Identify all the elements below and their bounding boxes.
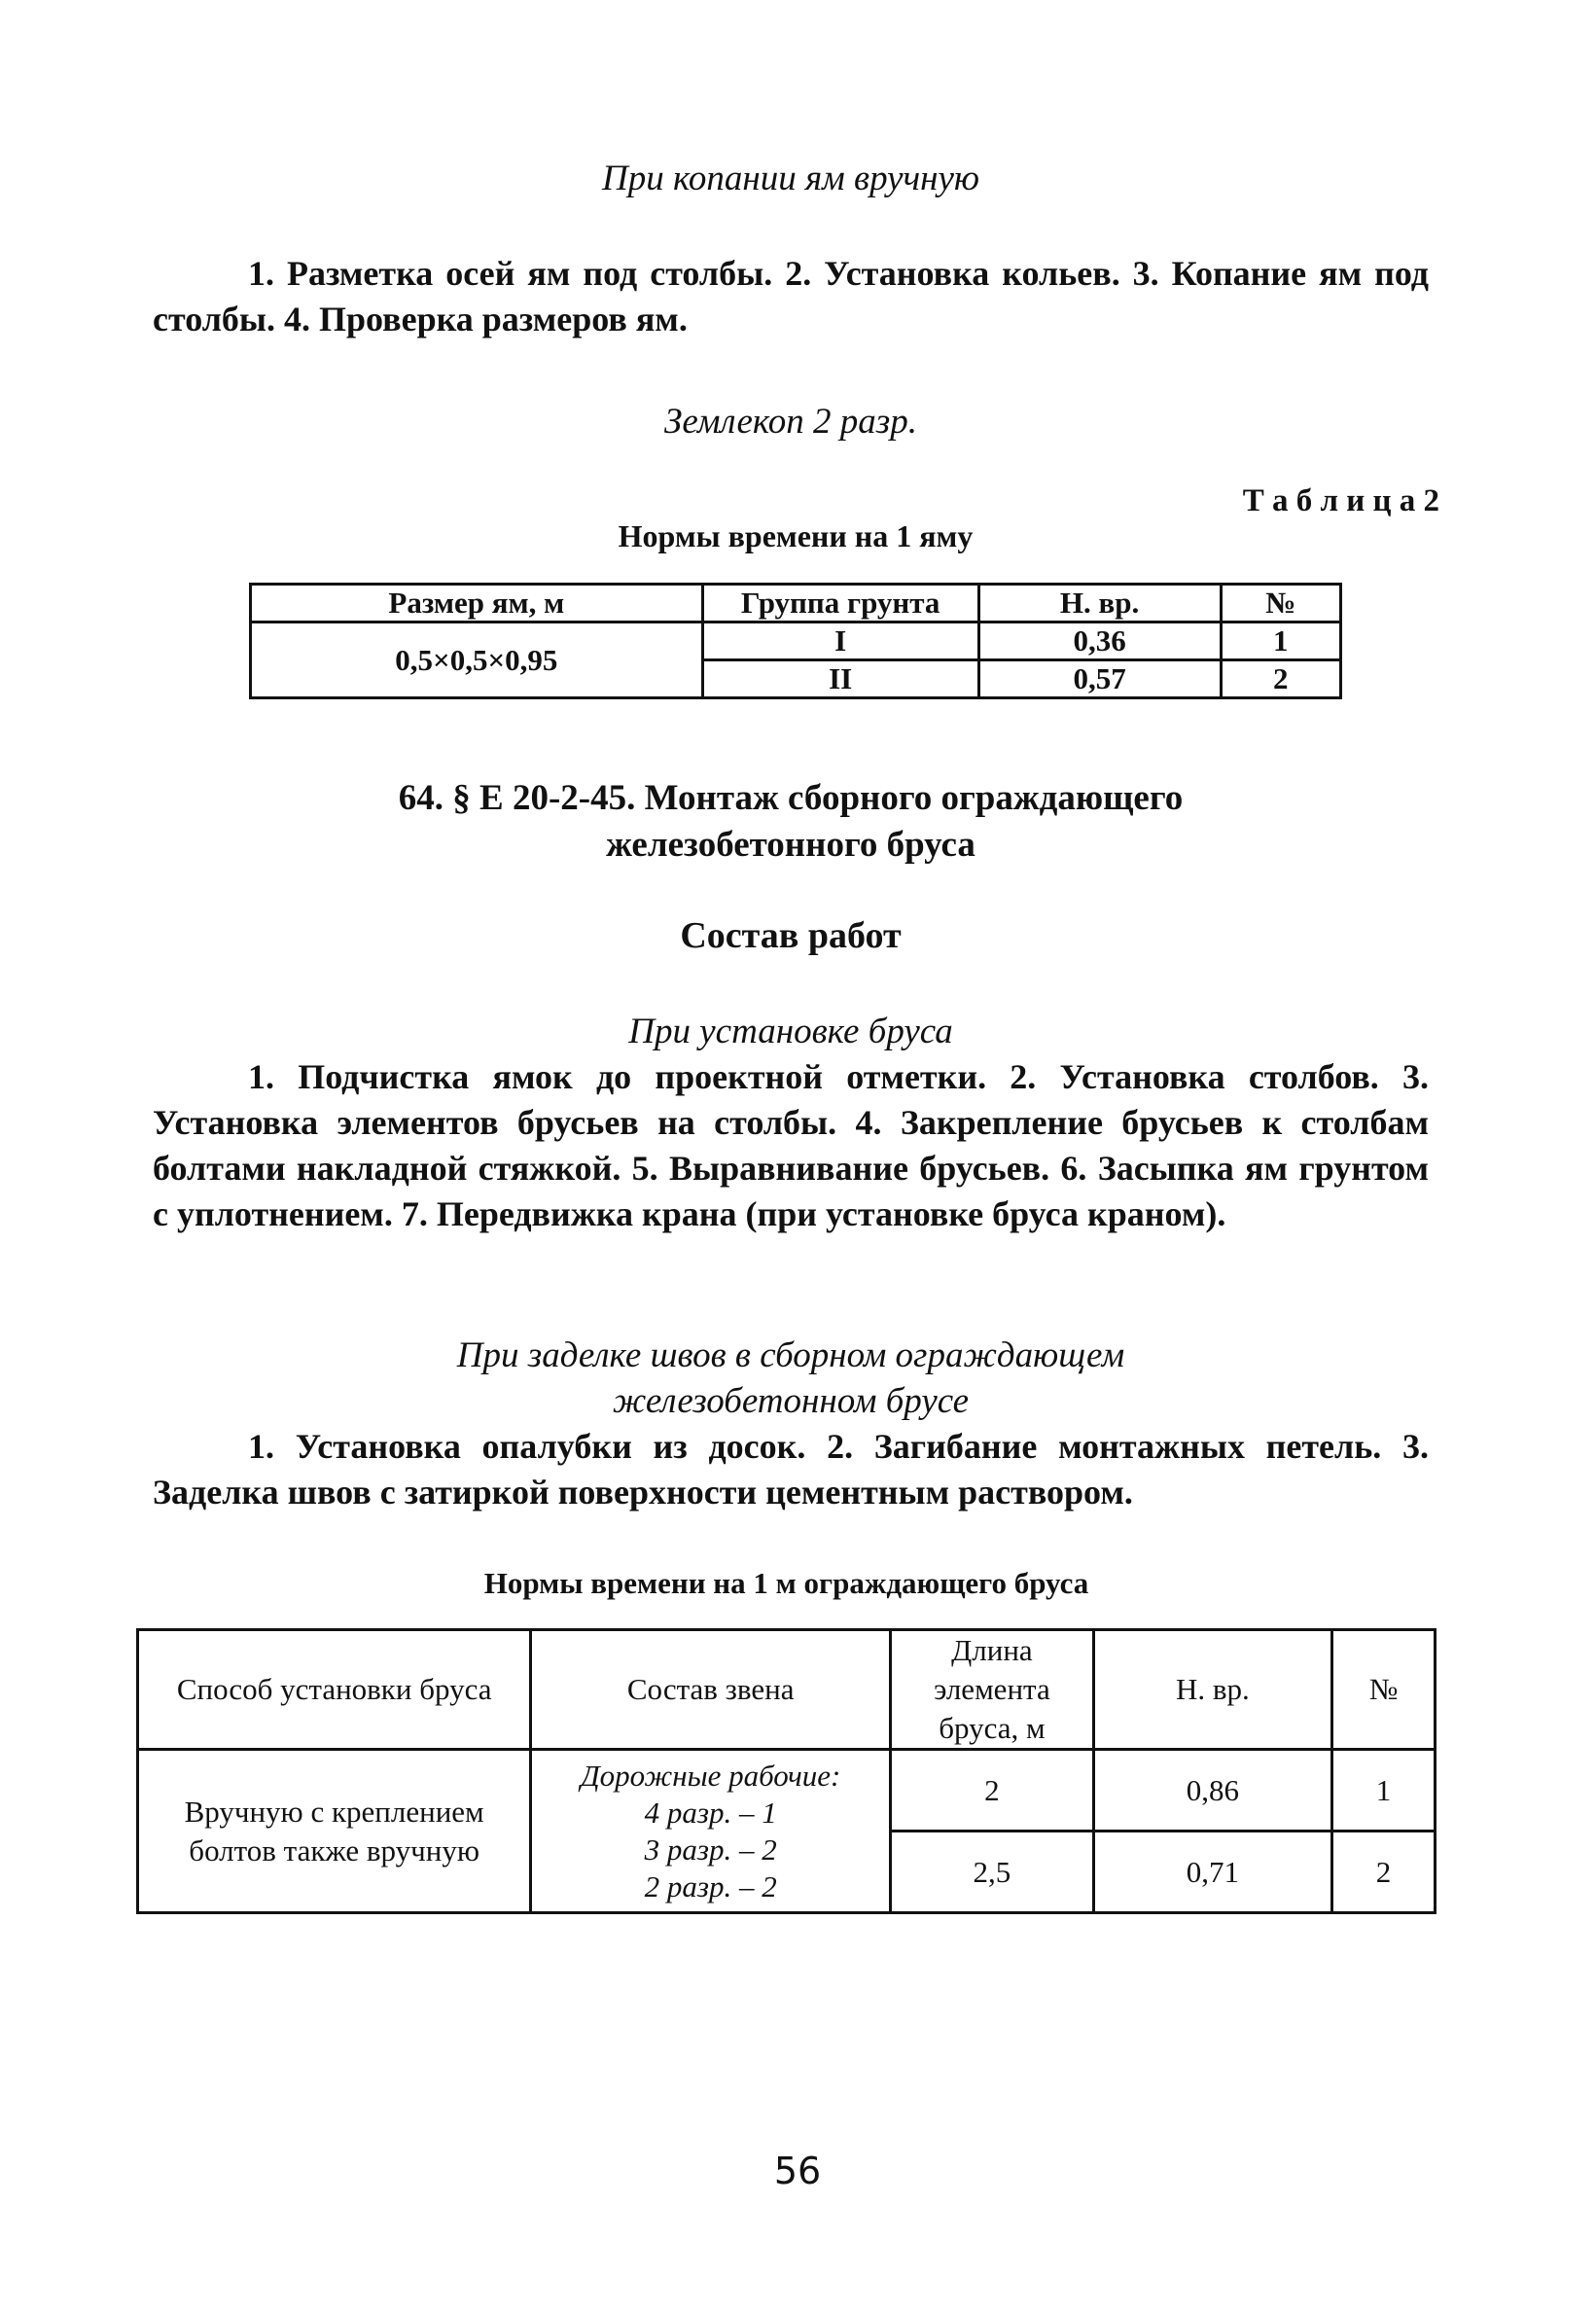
header-length: Длина элемента бруса, м: [891, 1630, 1094, 1750]
table1-title: Нормы времени на 1 яму: [618, 518, 974, 553]
cell-crew: [531, 1750, 891, 1913]
subheading-seam-sealing: [153, 1333, 1429, 1424]
cell-soil-group: I: [702, 622, 978, 660]
seam-sealing-steps-text: 1. Установка опалубки из досок. 2. Загибание монтажных петель. 3. Заделка швов с затиркой поверхности цементным раствором.: [153, 1427, 1429, 1512]
cell-number: 1: [1332, 1750, 1436, 1832]
seam-sealing-steps: [153, 1424, 1429, 1515]
crew-line: 2 разр. – 2: [644, 1868, 777, 1903]
table-header-row: [251, 585, 1341, 622]
table-header-row: [138, 1630, 1436, 1750]
cell-pit-size: 0,5×0,5×0,95: [251, 622, 703, 698]
cell-length: 2,5: [891, 1832, 1094, 1913]
subheading-seam-sealing-line1: При заделке швов в сборном ограждающем: [456, 1335, 1125, 1375]
header-pit-size: Размер ям, м: [251, 585, 703, 622]
cell-norm: 0,71: [1093, 1832, 1331, 1913]
table-beam-norms: [136, 1628, 1436, 1914]
table-row: [251, 622, 1341, 660]
beam-installation-steps-text: 1. Подчистка ямок до проектной отметки. 2. Установка столбов. 3. Установка элементов брусьев на столбы. 4. Закрепление брусьев к столбам болтами накладной стяжкой. 5. Выравнивание брусьев. 6. Засыпка ям грунтом с уплотнением. 7. Передвижка крана (при установке бруса краном).: [153, 1057, 1429, 1233]
cell-number: 2: [1332, 1832, 1436, 1913]
header-crew: Состав звена: [531, 1630, 891, 1750]
beam-installation-steps: [153, 1054, 1429, 1237]
table2-title: Нормы времени на 1 м ограждающего бруса: [483, 1566, 1089, 1600]
cell-norm: 0,86: [1093, 1750, 1331, 1832]
cell-length: 2: [891, 1750, 1094, 1832]
cell-soil-group: II: [702, 660, 978, 698]
section-title-line1: 64. § Е 20-2-45. Монтаж сборного ограждающего: [398, 778, 1184, 818]
header-norm: Н. вр.: [978, 585, 1221, 622]
subheading-beam-installation: При установке бруса: [628, 1012, 953, 1051]
cell-method: Вручную с креплением болтов также вручную: [138, 1750, 531, 1913]
cell-norm: 0,36: [978, 622, 1221, 660]
manual-digging-steps-text: 1. Разметка осей ям под столбы. 2. Установка кольев. 3. Копание ям под столбы. 4. Проверка размеров ям.: [153, 254, 1429, 338]
crew-line: Дорожные рабочие:: [580, 1758, 841, 1793]
section-title: [153, 775, 1429, 869]
crew-line: 3 разр. – 2: [644, 1832, 777, 1867]
table-label: Т а б л и ц а 2: [1242, 483, 1439, 518]
header-number: №: [1332, 1630, 1436, 1750]
manual-digging-steps: [153, 251, 1429, 342]
header-norm: Н. вр.: [1093, 1630, 1331, 1750]
subheading-manual-digging: При копании ям вручную: [601, 159, 980, 198]
table-pit-norms: [249, 583, 1342, 699]
subheading-seam-sealing-line2: железобетонном брусе: [612, 1381, 970, 1421]
crew-line: 4 разр. – 1: [644, 1795, 777, 1830]
header-number: №: [1221, 585, 1340, 622]
page-number: 56: [773, 2150, 822, 2192]
cell-norm: 0,57: [978, 660, 1221, 698]
composition-heading: Состав работ: [680, 915, 902, 956]
cell-number: 2: [1221, 660, 1340, 698]
section-title-line2: железобетонного бруса: [606, 825, 975, 865]
table-row: [138, 1750, 1436, 1832]
header-soil-group: Группа грунта: [702, 585, 978, 622]
header-method: Способ установки бруса: [138, 1630, 531, 1750]
cell-number: 1: [1221, 622, 1340, 660]
worker-grade: Землекоп 2 разр.: [664, 402, 917, 442]
